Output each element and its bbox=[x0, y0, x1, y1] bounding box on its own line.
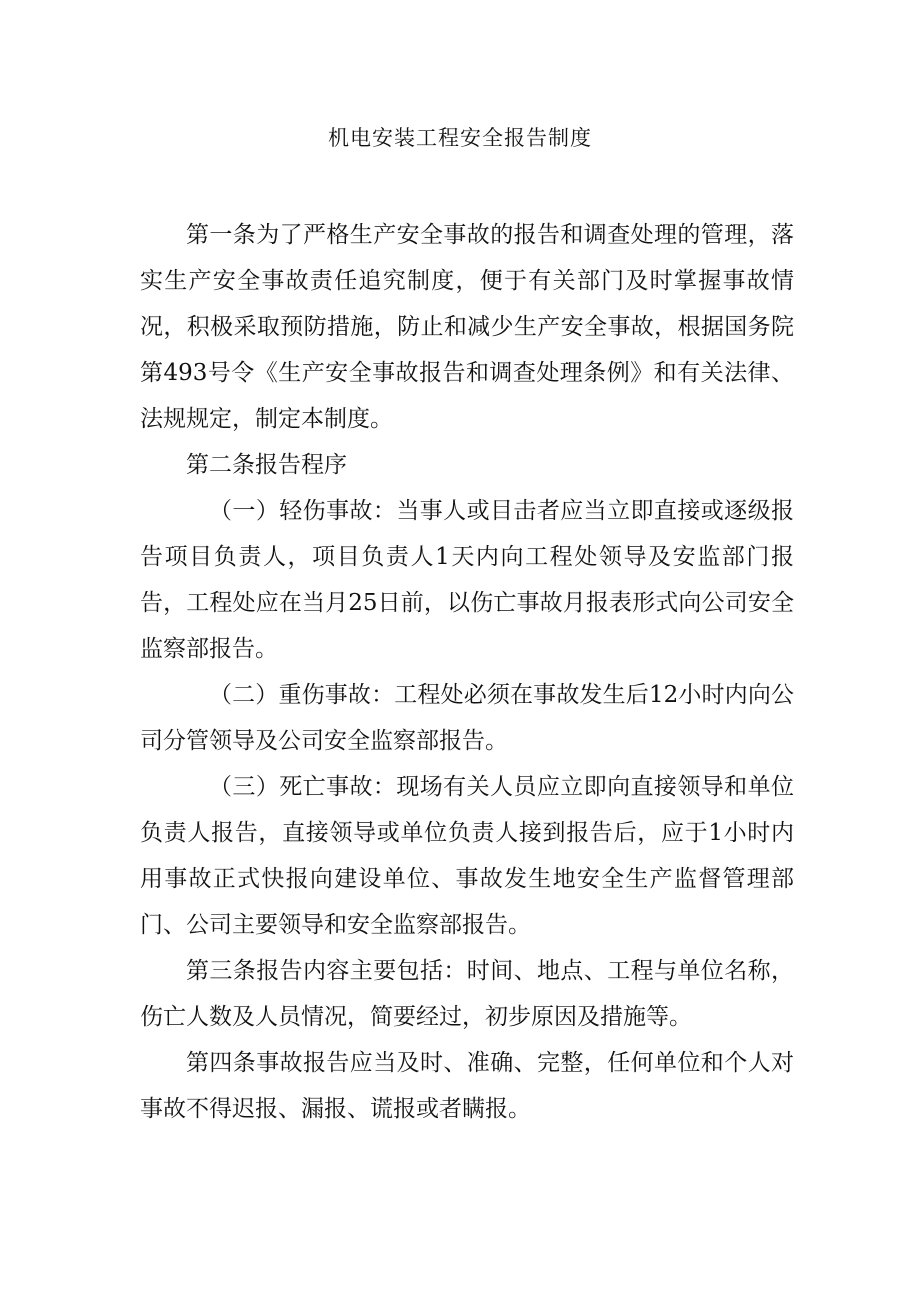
clause-fatal-accident: （三）死亡事故：现场有关人员应立即向直接领导和单位负责人报告，直接领导或单位负责人接到报告后，应于1小时内用事故正式快报向建设单位、事故发生地安全生产监督管理部门、公司主要领导和安全监察部报告。 bbox=[140, 774, 794, 938]
article-3-paragraph: 第三条报告内容主要包括：时间、地点、工程与单位名称，伤亡人数及人员情况，简要经过，初步原因及措施等。 bbox=[140, 958, 794, 1030]
document-body bbox=[140, 212, 794, 1132]
clause-minor-injury: （一）轻伤事故：当事人或目击者应当立即直接或逐级报告项目负责人，项目负责人1天内向工程处领导及安监部门报告，工程处应在当月25日前，以伤亡事故月报表形式向公司安全监察部报告。 bbox=[140, 498, 794, 662]
article-4-paragraph: 第四条事故报告应当及时、准确、完整，任何单位和个人对事故不得迟报、漏报、谎报或者瞒报。 bbox=[140, 1050, 794, 1122]
article-2-heading: 第二条报告程序 bbox=[186, 452, 347, 478]
article-1-paragraph: 第一条为了严格生产安全事故的报告和调查处理的管理，落实生产安全事故责任追究制度，便于有关部门及时掌握事故情况，积极采取预防措施，防止和减少生产安全事故，根据国务院第493号令《生产安全事故报告和调查处理条例》和有关法律、法规规定，制定本制度。 bbox=[140, 222, 794, 432]
clause-serious-injury: （二）重伤事故：工程处必须在事故发生后12小时内向公司分管领导及公司安全监察部报告。 bbox=[140, 682, 794, 754]
document-title: 机电安装工程安全报告制度 bbox=[328, 126, 592, 150]
